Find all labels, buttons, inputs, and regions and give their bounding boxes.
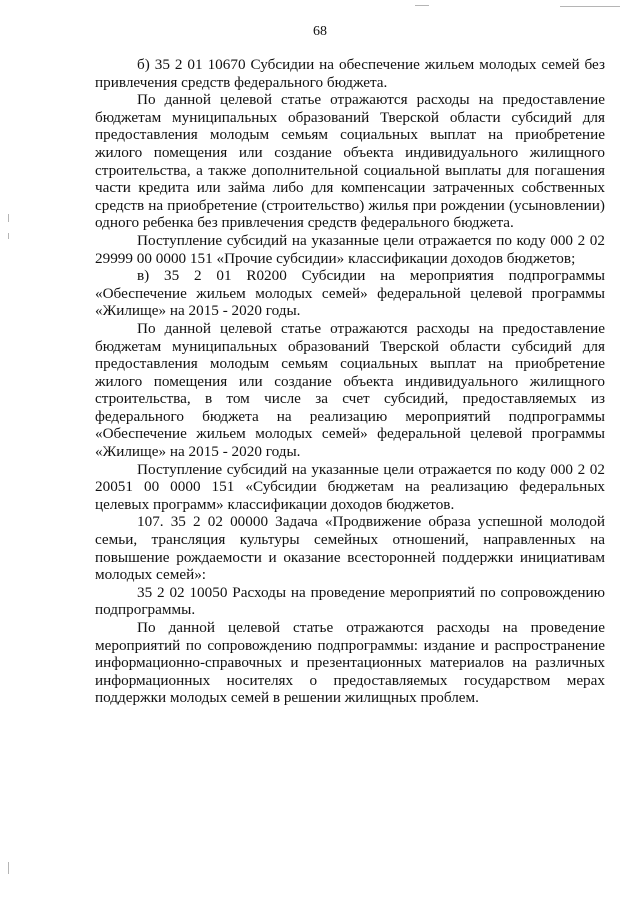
scan-mark-left-margin-3 bbox=[8, 862, 9, 874]
document-body bbox=[95, 56, 605, 707]
paragraph-revenue-code-1: Поступление субсидий на указанные цели отражается по коду 000 2 02 29999 00 0000 151 «Прочие субсидии» классификации доходов бюджетов; bbox=[95, 231, 605, 267]
paragraph-subsidy-r0200: в) 35 2 01 R0200 Субсидии на мероприятия подпрограммы «Обеспечение жильем молодых семей» федеральной целевой программы «Жилище» на 2015 - 2020 годы. bbox=[95, 267, 605, 320]
page-number: 68 bbox=[313, 24, 327, 39]
scan-mark-top-center bbox=[415, 5, 429, 6]
scan-mark-left-margin-1 bbox=[8, 214, 9, 222]
paragraph-task-107: 107. 35 2 02 00000 Задача «Продвижение образа успешной молодой семьи, трансляция культуры семейных отношений, направленных на повышение рождаемости и оказание всесторонней поддержки инициативам молодых семей»: bbox=[95, 513, 605, 584]
paragraph-expense-description-3: По данной целевой статье отражаются расходы на проведение мероприятий по сопровождению подпрограммы: издание и распространение информационно-справочных и презентационных материалов на различных информационных носителях о предоставляемых государством мерах поддержки молодых семей в решении жилищных проблем. bbox=[95, 619, 605, 707]
paragraph-expense-description-2: По данной целевой статье отражаются расходы на предоставление бюджетам муниципальных образований Тверской области субсидий для предоставления молодым семьям социальных выплат на приобретение жилого помещения или создание объекта индивидуального жилищного строительства, в том числе за счет субсидий, предоставляемых из федерального бюджета на реализацию мероприятий подпрограммы «Обеспечение жильем молодых семей» федеральной целевой программы «Жилище» на 2015 - 2020 годы. bbox=[95, 319, 605, 461]
paragraph-revenue-code-2: Поступление субсидий на указанные цели отражается по коду 000 2 02 20051 00 0000 151 «Субсидии бюджетам на реализацию федеральных целевых программ» классификации доходов бюджетов. bbox=[95, 460, 605, 513]
scan-mark-left-margin-2 bbox=[8, 233, 9, 239]
scan-mark-top-right bbox=[560, 6, 620, 7]
paragraph-expense-description-1: По данной целевой статье отражаются расходы на предоставление бюджетам муниципальных образований Тверской области субсидий для предоставления молодым семьям социальных выплат на приобретение жилого помещения или создание объекта индивидуального жилищного строительства, а также дополнительной социальной выплаты для погашения части кредита или займа либо для компенсации затраченных собственных средств на приобретение (строительство) жилья при рождении (усыновлении) одного ребенка без привлечения средств федерального бюджета. bbox=[95, 91, 605, 232]
paragraph-expense-10050: 35 2 02 10050 Расходы на проведение мероприятий по сопровождению подпрограммы. bbox=[95, 583, 605, 619]
paragraph-subsidy-10670: б) 35 2 01 10670 Субсидии на обеспечение жильем молодых семей без привлечения средств федерального бюджета. bbox=[95, 56, 605, 91]
